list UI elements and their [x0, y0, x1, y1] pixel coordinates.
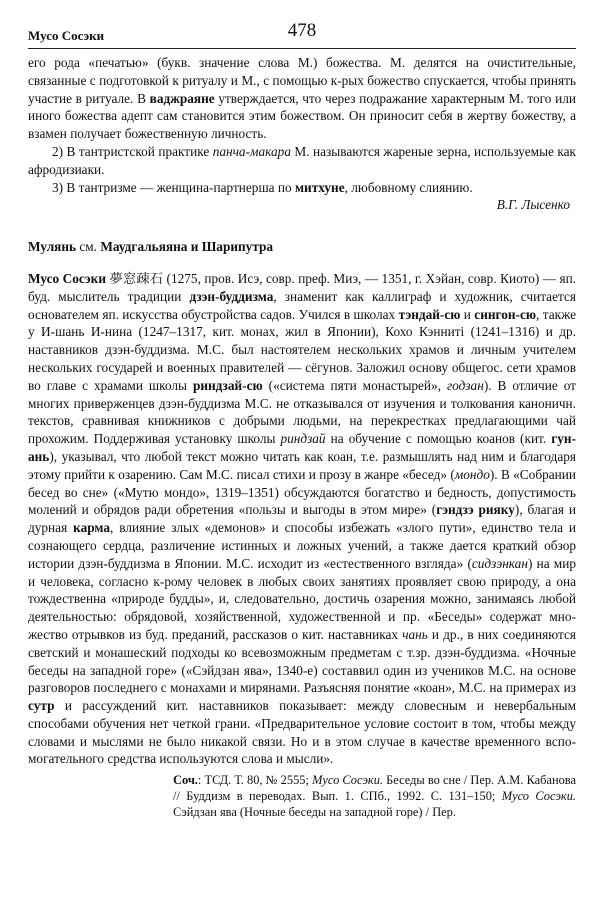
italic-term: сидзэнкан — [471, 555, 528, 571]
italic-term: риндзай — [280, 431, 326, 447]
text-run: («система пяти монастырей», — [262, 377, 447, 393]
header-rule — [28, 48, 576, 49]
term-link: дзэн-буддизма — [189, 288, 274, 304]
term-link: гэндзэ рияку — [436, 502, 515, 518]
text-run: и др., в них соединяются светский и монашеский подходы ко всевозможным предметам с т.зр. дзэн-буддизма. «Ночные беседы на западной горе» («Сэйдзан ява», 1340-е) составвил один из учеников М.С. на основе разговоров последнего с монахами и мирянами. Разъясняя понятие «коан», М.С. на примерах из — [28, 626, 576, 696]
running-title: Мусо Сосэки — [28, 28, 105, 43]
prev-entry-paragraph-3: 3) В тантризме — женщина-партнерша по митхуне, любовному слиянию. — [52, 179, 473, 195]
text-run: ). В «Собрании бесед во сне» («Мутю мондо», 1319–1351) обсуждаются богатство и бедность, допустимость молений и обрядов ради обретения «пользы и выгоды в этом мире» ( — [28, 466, 576, 518]
author-signature: В.Г. Лысенко — [496, 197, 570, 213]
cross-reference: Мулянь см. Маудгальяяна и Шарипутра — [28, 239, 274, 255]
italic-term: Мусо Сосэки. — [312, 773, 384, 788]
text-run: Беседы во сне / Пер. А.М. Кабанова // Буддизм в переводах. Вып. 1. СПб., 1992. С. 131–150; — [173, 773, 576, 804]
text-run: и — [460, 306, 475, 322]
text-run: ), благая и дурная — [28, 502, 576, 536]
text-run: и рассуждений кит. наставников показывает: между словесным и невербальным способами обучения нет четкой грани. «Предварительное условие состоит в том, чтобы между словами и мыслями не было никакой связи. Но и в этом случае в качестве временного вспомогательного средства используются слова и мысли». — [28, 698, 576, 767]
term-link: гун-ань — [28, 431, 576, 464]
text-run: , знаменит как каллиграф и художник, считается основателем яп. искусства обустройства садов. Учился в школах — [28, 288, 576, 322]
text-run: , также у И-шань И-нина (1247–1317, кит. монах, жил в Японии), Кохо Кэнниті (1241–1316) и др. наставников дзэн-буддизма. М.С. был настоятелем нескольких храмов и личным учителем нескольких государей и военных правителей — сёгунов. Заложил основу общегос. сети храмов во главе с храмами школы — [28, 306, 576, 393]
italic-term: годзан — [446, 377, 484, 393]
text-run: на обучение с помощью коанов (кит. — [325, 431, 552, 447]
prev-entry-paragraph-1: его рода «печатью» (букв. значение слова М.) божества. М. делятся на очистительные, связанные с подготовкой к ритуалу и М., с помощью к-рых божество спускается, чтобы принять участие в ритуале. В ваджраяне утверждается, что через подражание характерным М. того или иного божества адепт сам становится этим божеством. Он приносит себя в жертву божеству, а взамен получает божественную личность. — [28, 55, 576, 142]
term-link: сутр — [28, 698, 55, 714]
text-run: ) на мир и человека, согласно к-рому человек в любых своих занятиях проявляет свою природу, а она тождественна «природе будды», и, следовательно, достичь озарения можно, занимаясь любой деятельностью: обрядовой, хозяйственной, художественной и пр. «Беседы» содержат множество отрывков из буд. преданий, рассказов о кит. наставниках — [28, 555, 576, 642]
term-link: риндзай-сю — [192, 377, 263, 393]
prev-entry-paragraph-2: 2) В тантристской практике панча-макара М. называются жареные зерна, используемые как афродизиаки. — [28, 143, 576, 177]
italic-term: мондо — [454, 466, 490, 482]
term-link: митхуне — [295, 179, 345, 195]
term-link: тэндай-сю — [398, 306, 461, 322]
page-header — [28, 14, 576, 44]
term-link: ваджраяне — [149, 90, 215, 106]
text-run: ), указывал, что любой текст можно читать как коан, т.е. размышлять над ним и благодаря этому прийти к озарению. Сам М.С. писал стихи и прозу в жанре «бесед» ( — [28, 448, 576, 482]
term-link: сингон-сю — [474, 306, 537, 322]
entry-text — [28, 270, 576, 768]
text-run: 夢窓疎石 (1275, пров. Исэ, совр. преф. Миэ, — 1351, г. Хэйан, совр. Киото) — яп. буд. мыслитель традиции — [28, 270, 577, 304]
term-link: Мусо Сосэки — [28, 270, 106, 286]
italic-term: Мусо Сосэки. — [501, 789, 576, 804]
term-link: Соч. — [173, 773, 198, 788]
text-run: , влияние злых «демонов» и способы избежать «злого пути», единство тела и сознающего сердца, различение истинных и ложных учений, а также дается краткий обзор истории дзэн-буддизма в Японии. М.С. исходит из «естественного взгляда» ( — [28, 520, 576, 571]
term-link: карма — [73, 520, 111, 536]
text-run: : ТСД. Т. 80, № 2555; — [197, 773, 313, 788]
italic-term: чань — [402, 626, 428, 642]
page-body — [28, 54, 576, 820]
text-run: Сэйдзан ява (Ночные беседы на западной горе) / Пер. — [173, 805, 456, 820]
text-run: ). В отличие от многих приверженцев дзэн-буддизма М.С. не отказывался от изучения и толкования каноничн. текстов, сравнивая книжников с добрыми людьми, на перекрестках предлагающими чай прохожим. Поддерживая установку школы — [28, 377, 576, 447]
references — [173, 772, 576, 820]
page-number: 478 — [287, 20, 317, 41]
